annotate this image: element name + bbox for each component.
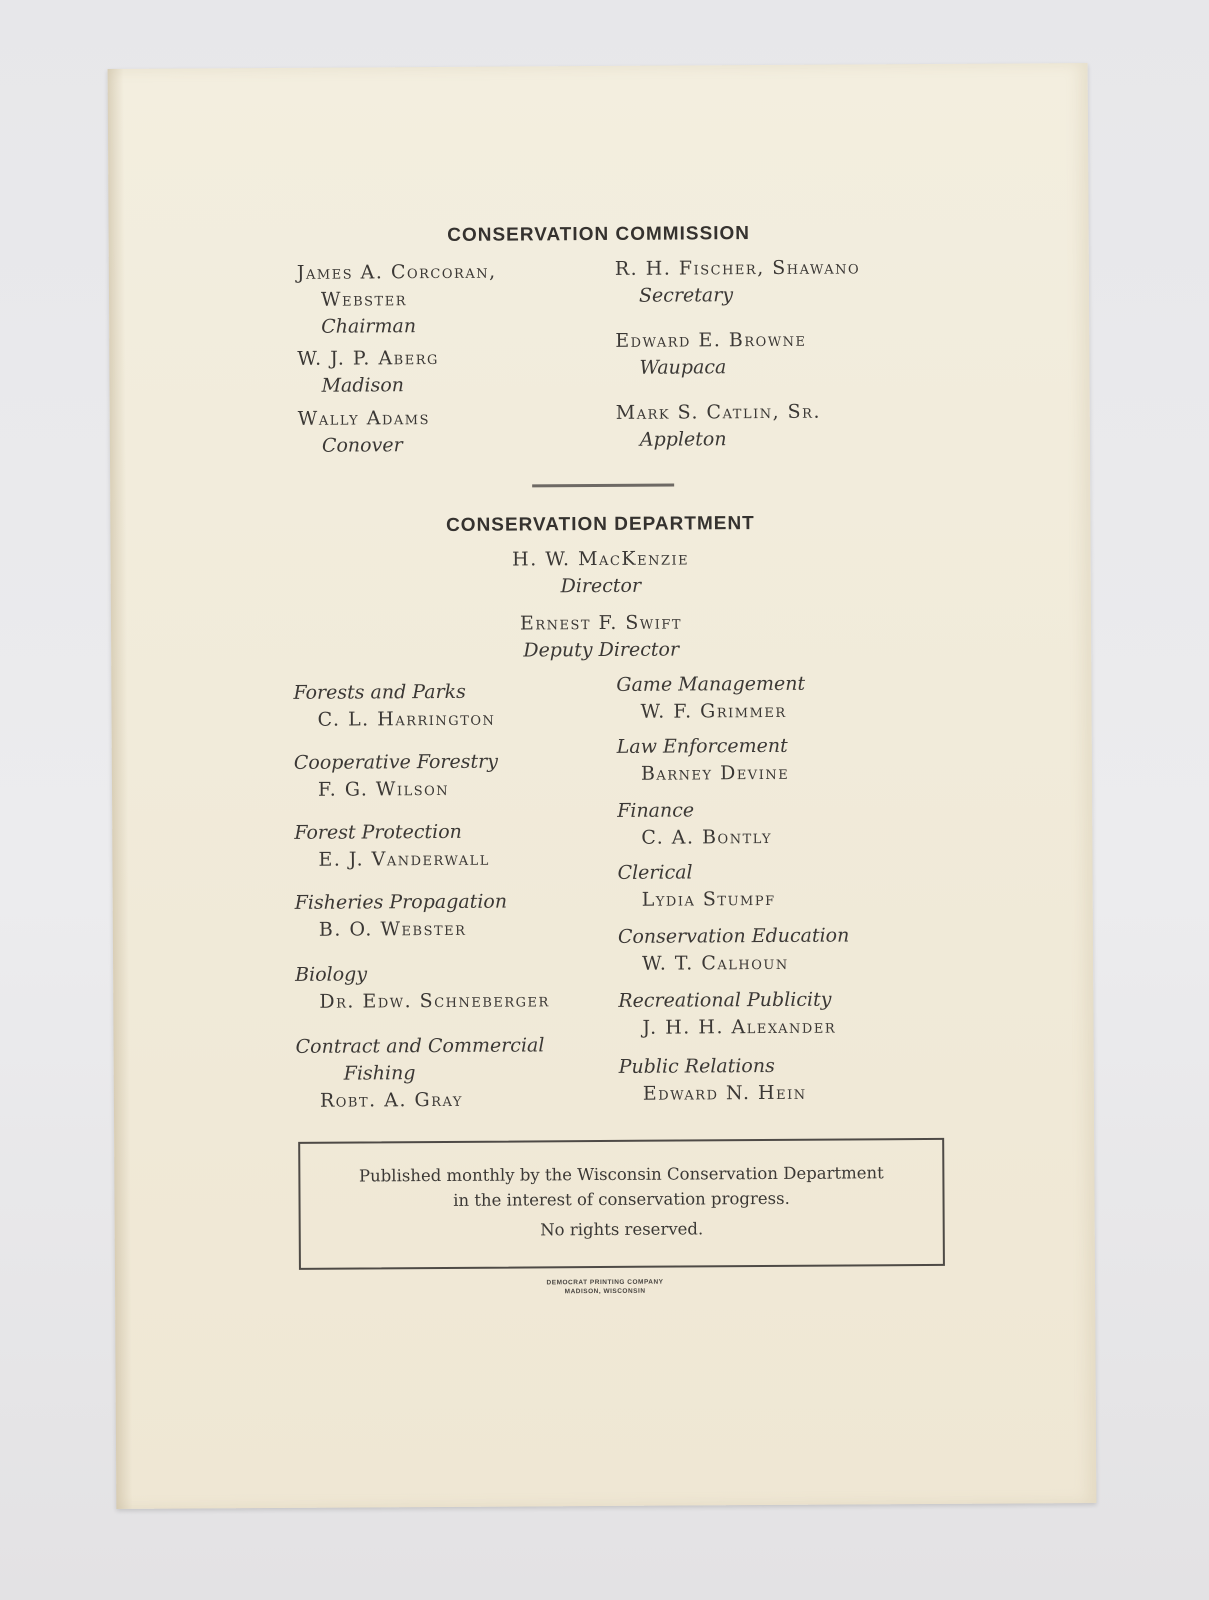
division-entry — [618, 922, 850, 977]
member-name: W. J. P. Aberg — [297, 346, 439, 370]
division-head: E. J. Vanderwall — [318, 847, 490, 871]
division-head: W. T. Calhoun — [642, 951, 789, 975]
division-name-continued: Fishing — [343, 1062, 416, 1085]
division-entry — [294, 749, 498, 804]
member-name: R. H. Fischer, Shawano — [614, 256, 861, 280]
division-name: Forest Protection — [294, 820, 462, 844]
section-divider — [532, 484, 674, 488]
division-head: F. G. Wilson — [317, 777, 450, 801]
publication-line-1: Published monthly by the Wisconsin Conservation Department — [358, 1163, 884, 1186]
member-location: Webster — [320, 288, 408, 311]
deputy-name: Ernest F. Swift — [519, 611, 683, 635]
division-name: Conservation Education — [617, 924, 850, 948]
commission-member — [615, 327, 807, 382]
printer-name: DEMOCRAT PRINTING COMPANY — [546, 1278, 664, 1287]
division-name: Law Enforcement — [616, 734, 788, 758]
member-name: Mark S. Catlin, Sr. — [615, 400, 822, 424]
division-name: Game Management — [616, 672, 806, 696]
division-name: Biology — [295, 963, 368, 986]
document-page — [108, 63, 1097, 1509]
division-name: Cooperative Forestry — [293, 750, 498, 774]
member-role: Appleton — [639, 428, 727, 451]
publication-line-3: No rights reserved. — [540, 1219, 704, 1240]
division-entry — [293, 679, 495, 734]
deputy-title: Deputy Director — [523, 638, 680, 662]
director-title: Director — [560, 574, 642, 598]
division-head: C. A. Bontly — [641, 825, 773, 849]
printer-imprint — [115, 1275, 1095, 1299]
division-name: Contract and Commercial — [295, 1034, 545, 1058]
division-name: Fisheries Propagation — [294, 890, 508, 914]
division-name: Clerical — [617, 861, 693, 884]
division-entry — [616, 671, 805, 726]
commission-member — [298, 405, 431, 460]
division-entry — [296, 1032, 545, 1115]
division-head: Robt. A. Gray — [319, 1088, 463, 1112]
division-entry — [619, 1053, 807, 1108]
division-name: Finance — [617, 799, 695, 822]
division-head: J. H. H. Alexander — [642, 1015, 837, 1039]
division-entry — [295, 960, 550, 1016]
member-role: Madison — [321, 374, 405, 397]
division-head: Edward N. Hein — [642, 1081, 807, 1105]
printer-location: MADISON, WISCONSIN — [564, 1287, 646, 1296]
commission-member — [297, 345, 439, 400]
division-entry — [617, 797, 772, 852]
division-head: Lydia Stumpf — [641, 887, 776, 911]
division-head: W. F. Grimmer — [640, 699, 787, 723]
commission-member — [615, 254, 861, 309]
division-head: C. L. Harrington — [317, 707, 496, 731]
division-entry — [295, 889, 508, 944]
member-name: Edward E. Browne — [615, 328, 807, 352]
division-head: Barney Devine — [640, 761, 790, 785]
division-entry — [617, 859, 775, 914]
commission-heading: CONSERVATION COMMISSION — [447, 223, 751, 246]
publication-line-2: in the interest of conservation progress. — [453, 1188, 790, 1210]
division-name: Public Relations — [618, 1054, 775, 1078]
department-heading: CONSERVATION DEPARTMENT — [445, 513, 755, 536]
division-name: Recreational Publicity — [618, 988, 832, 1012]
publication-notice-box — [298, 1138, 945, 1270]
division-entry — [294, 819, 490, 874]
director-name: H. W. MacKenzie — [512, 547, 690, 571]
member-role: Chairman — [321, 315, 417, 338]
division-head: B. O. Webster — [318, 917, 467, 941]
commission-member — [616, 399, 822, 454]
commission-member — [297, 259, 497, 341]
member-role: Secretary — [638, 284, 734, 307]
division-entry — [618, 987, 836, 1042]
director-block — [111, 543, 1091, 603]
division-entry — [617, 733, 790, 788]
member-name: Wally Adams — [297, 407, 431, 430]
division-head: Dr. Edw. Schneberger — [319, 989, 550, 1013]
deputy-block — [111, 607, 1091, 667]
member-name: James A. Corcoran, — [296, 260, 497, 284]
member-role: Waupaca — [639, 356, 727, 379]
division-name: Forests and Parks — [293, 680, 466, 704]
member-role: Conover — [321, 434, 403, 457]
